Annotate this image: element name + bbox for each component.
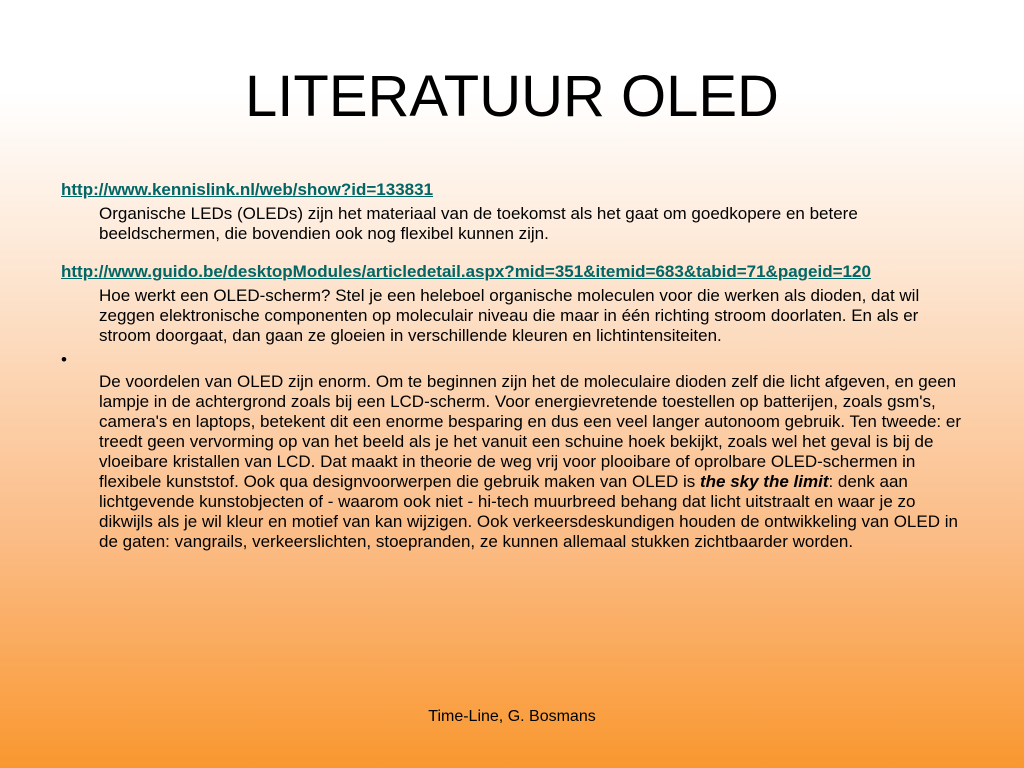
bullet-marker: • (61, 350, 67, 369)
advantages-text-end: : denk aan lichtgevende kunstobjecten of - waarom ook niet - hi-tech muurbreed behang dat licht uitstraalt en waar je zo dikwijls als je wil kleur en motief van kan wijzigen. Ook verkeersdeskundigen houden de ontwikkeling van OLED in de gaten: vangrails, verkeerslichten, stoepranden, ze kunnen allemaal stukken zichtbaarder worden. (99, 472, 958, 551)
kennislink-link[interactable]: http://www.kennislink.nl/web/show?id=133831 (61, 180, 434, 199)
content-area (61, 180, 966, 552)
emphasis-text: the sky the limit (700, 472, 829, 491)
guido-summary: Hoe werkt een OLED-scherm? Stel je een heleboel organische moleculen voor die werken als dioden, dat wil zeggen elektronische componenten op moleculair niveau die maar in één richting stroom doorlaten. En als er stroom doorgaat, dan gaan ze gloeien in verschillende kleuren en lichtintensiteiten. (99, 286, 920, 345)
advantages-text-start: De voordelen van OLED zijn enorm. Om te beginnen zijn het de moleculaire dioden zelf die licht afgeven, en geen lampje in de achtergrond zoals bij een LCD-scherm. Voor energievretende toestellen op batterijen, zoals gsm's, camera's en laptops, betekent dit een enorme besparing en dus een veel langer autonoom gebruik. Ten tweede: er treedt geen vervorming op van het beeld als je het vanuit een schuine hoek bekijkt, zoals wel het geval is bij de vloeibare kristallen van LCD. Dat maakt in theorie de weg vrij voor plooibare of oprolbare OLED-schermen in flexibele kunststof. Ook qua designvoorwerpen die gebruik maken van OLED is (99, 372, 961, 491)
guido-link[interactable]: http://www.guido.be/desktopModules/articledetail.aspx?mid=351&itemid=683&tabid=71&pageid=120 (61, 262, 871, 281)
kennislink-summary: Organische LEDs (OLEDs) zijn het materiaal van de toekomst als het gaat om goedkopere en betere beeldschermen, die bovendien ook nog flexibel kunnen zijn. (99, 204, 858, 243)
advantages-paragraph (99, 372, 966, 552)
slide-title: LITERATUUR OLED (245, 64, 779, 129)
footer-credit: Time-Line, G. Bosmans (428, 708, 596, 725)
